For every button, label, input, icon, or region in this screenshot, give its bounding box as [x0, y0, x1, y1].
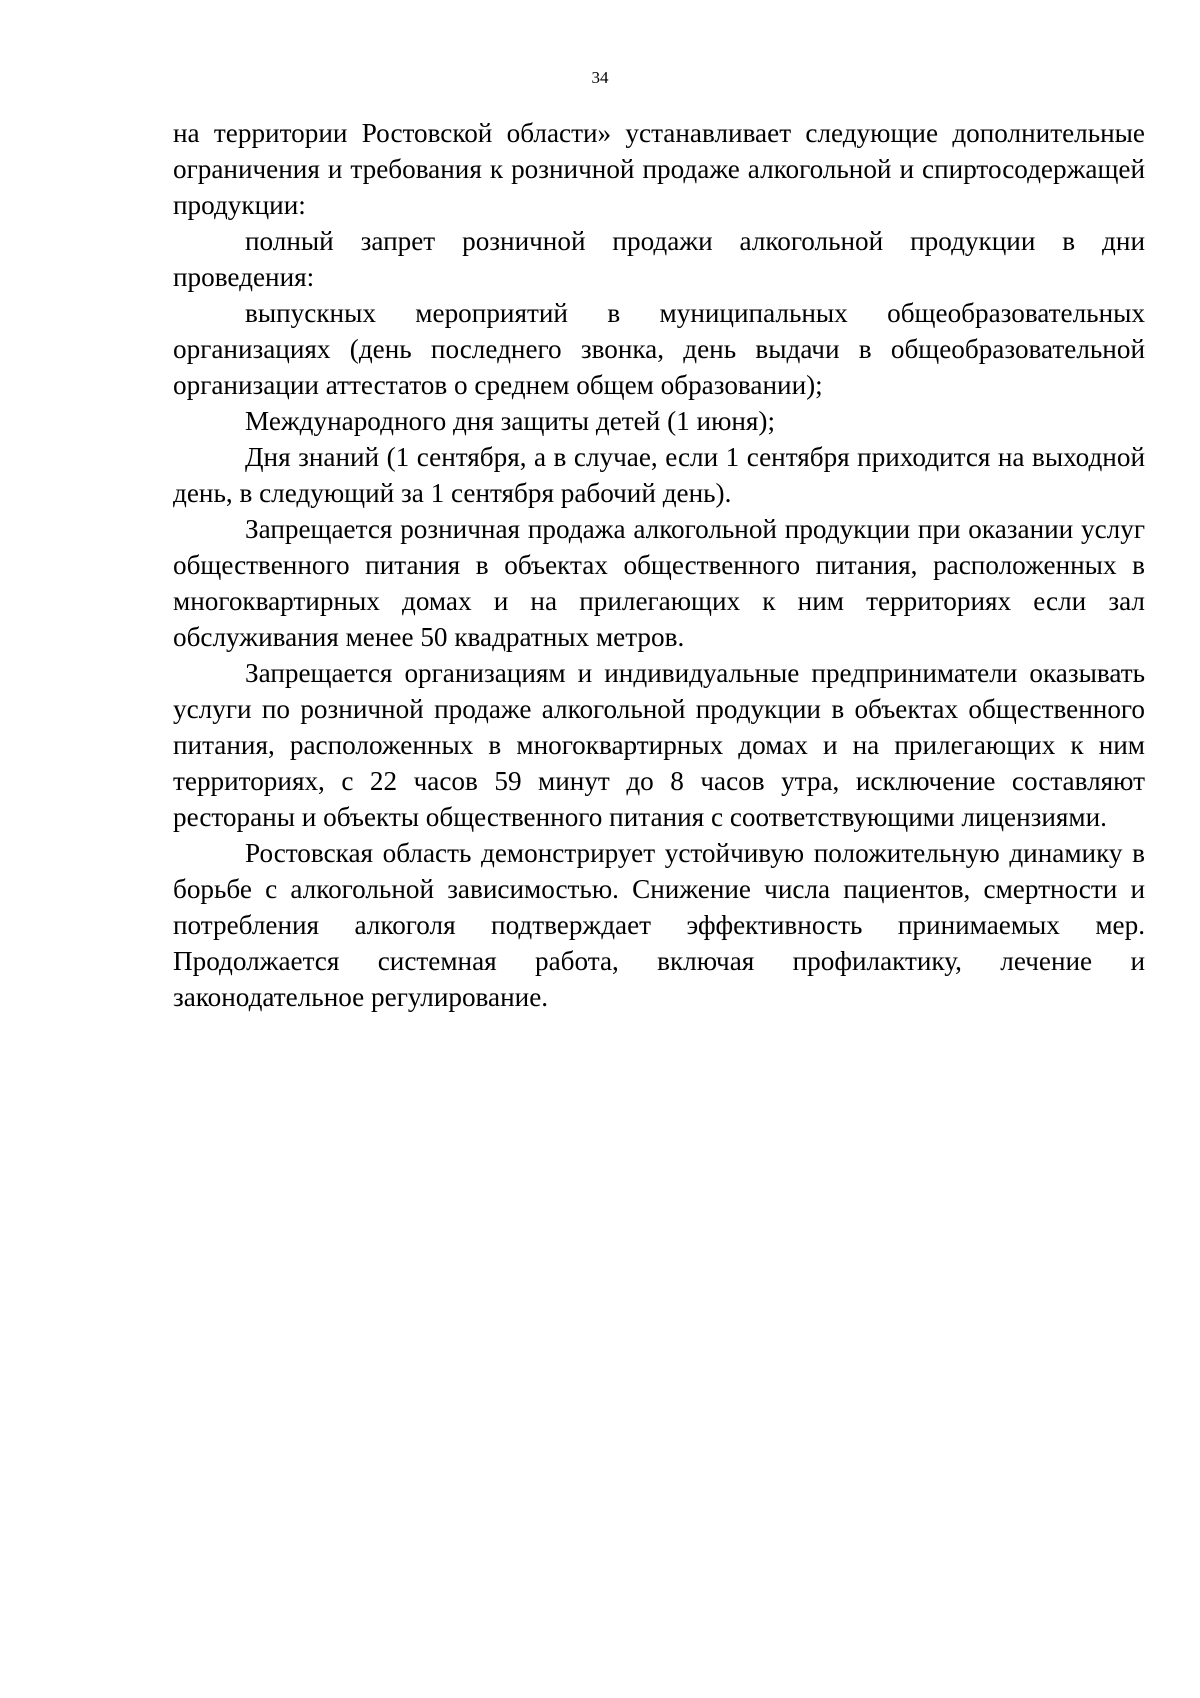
paragraph-childrens-day: Международного дня защиты детей (1 июня);	[245, 406, 776, 436]
paragraph-sales-ban: полный запрет розничной продажи алкогольной продукции в дни проведения:	[173, 226, 1145, 292]
paragraph-catering-ban: Запрещается розничная продажа алкогольной продукции при оказании услуг общественного питания в объектах общественного питания, расположенных в многоквартирных домах и на прилегающих к ним территориях если зал обслуживания менее 50 квадратных метров.	[173, 514, 1145, 652]
document-body	[173, 115, 1145, 1015]
paragraph-continuation: на территории Ростовской области» устанавливает следующие дополнительные ограничения и требования к розничной продаже алкогольной и спиртосодержащей продукции:	[173, 118, 1145, 220]
paragraph-night-ban: Запрещается организациям и индивидуальные предприниматели оказывать услуги по розничной продаже алкогольной продукции в объектах общественного питания, расположенных в многоквартирных домах и на прилегающих к ним территориях, с 22 часов 59 минут до 8 часов утра, исключение составляют рестораны и объекты общественного питания с соответствующими лицензиями.	[173, 658, 1145, 832]
paragraph-conclusion: Ростовская область демонстрирует устойчивую положительную динамику в борьбе с алкогольной зависимостью. Снижение числа пациентов, смертности и потребления алкоголя подтверждает эффективность принимаемых мер. Продолжается системная работа, включая профилактику, лечение и законодательное регулирование.	[173, 838, 1145, 1012]
paragraph-graduation-events: выпускных мероприятий в муниципальных общеобразовательных организациях (день последнего звонка, день выдачи в общеобразовательной организации аттестатов о среднем общем образовании);	[173, 298, 1145, 400]
paragraph-knowledge-day: Дня знаний (1 сентября, а в случае, если 1 сентября приходится на выходной день, в следующий за 1 сентября рабочий день).	[173, 442, 1145, 508]
page-number: 34	[591, 68, 609, 87]
